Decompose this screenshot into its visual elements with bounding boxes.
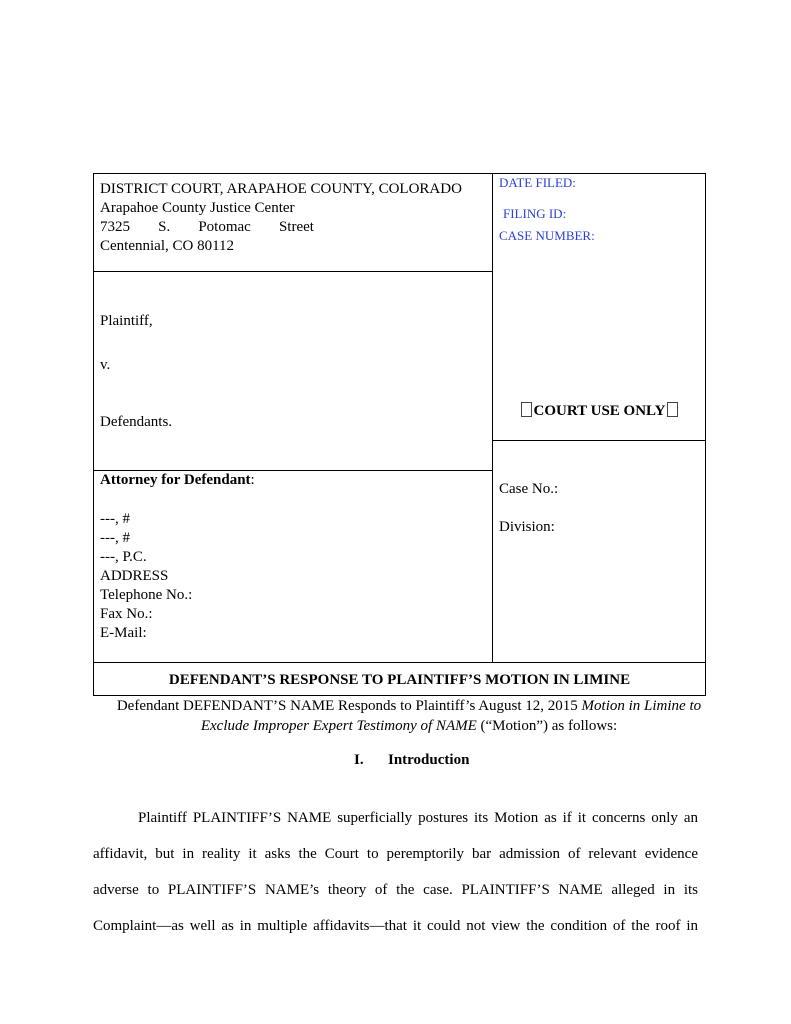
street-number: 7325 xyxy=(100,219,130,235)
caption-divider-title xyxy=(94,662,705,663)
attorney-label: Attorney for Defendant xyxy=(100,472,251,488)
plaintiff-label: Plaintiff, xyxy=(100,313,153,329)
court-building: Arapahoe County Justice Center xyxy=(100,200,295,216)
body-line: affidavit, but in reality it asks the Court to peremptorily bar admission of relevant evidence xyxy=(93,846,698,862)
intro-text: Defendant DEFENDANT’S NAME Responds to Plaintiff’s August 12, 2015 xyxy=(116,698,582,714)
caption-divider-court xyxy=(94,271,492,272)
street-type: Street xyxy=(278,219,314,235)
case-no-label: Case No.: xyxy=(499,481,559,497)
box-glyph-right-icon xyxy=(667,402,678,417)
court-city: Centennial, CO 80112 xyxy=(100,238,235,254)
intro-text-end: (“Motion”) as follows: xyxy=(476,718,618,734)
attorney-address: ADDRESS xyxy=(100,568,169,584)
date-filed-label: DATE FILED: xyxy=(499,175,576,190)
document-title: DEFENDANT’S RESPONSE TO PLAINTIFF’S MOTION IN LIMINE xyxy=(168,671,631,688)
attorney-fax: Fax No.: xyxy=(100,606,153,622)
attorney-line: ---, # xyxy=(100,530,130,546)
attorney-telephone: Telephone No.: xyxy=(100,587,193,603)
versus-label: v. xyxy=(100,357,111,373)
section-title: Introduction xyxy=(388,752,470,768)
filing-id-label: FILING ID: xyxy=(503,206,567,221)
intro-paragraph xyxy=(93,696,725,736)
case-caption-table xyxy=(93,173,706,696)
caption-divider-court-use xyxy=(492,440,705,441)
defendants-label: Defendants. xyxy=(100,414,173,430)
court-use-only xyxy=(493,402,706,420)
court-street xyxy=(100,218,314,237)
attorney-email: E-Mail: xyxy=(100,625,147,641)
case-number-label: CASE NUMBER: xyxy=(499,228,595,243)
division-label: Division: xyxy=(499,519,555,535)
section-number: I. xyxy=(354,752,364,768)
attorney-heading xyxy=(100,471,255,490)
street-direction: S. xyxy=(158,219,171,235)
attorney-label-colon: : xyxy=(250,472,255,488)
box-glyph-left-icon xyxy=(521,402,532,417)
motion-title: Motion in Limine to Exclude Improper Expert Testimony of NAME xyxy=(200,698,702,734)
court-name: DISTRICT COURT, ARAPAHOE COUNTY, COLORADO xyxy=(100,181,462,197)
attorney-line: ---, # xyxy=(100,511,130,527)
section-heading xyxy=(354,752,469,769)
body-line: adverse to PLAINTIFF’S NAME’s theory of the case. PLAINTIFF’S NAME alleged in its xyxy=(93,882,698,898)
street-name: Potomac xyxy=(198,219,251,235)
body-line: Complaint—as well as in multiple affidavits—that it could not view the condition of the roof in xyxy=(93,918,698,934)
attorney-firm: ---, P.C. xyxy=(100,549,147,565)
body-line: Plaintiff PLAINTIFF’S NAME superficially postures its Motion as if it concerns only an xyxy=(138,810,698,826)
body-paragraph xyxy=(93,800,698,944)
court-use-only-label: COURT USE ONLY xyxy=(533,403,666,419)
